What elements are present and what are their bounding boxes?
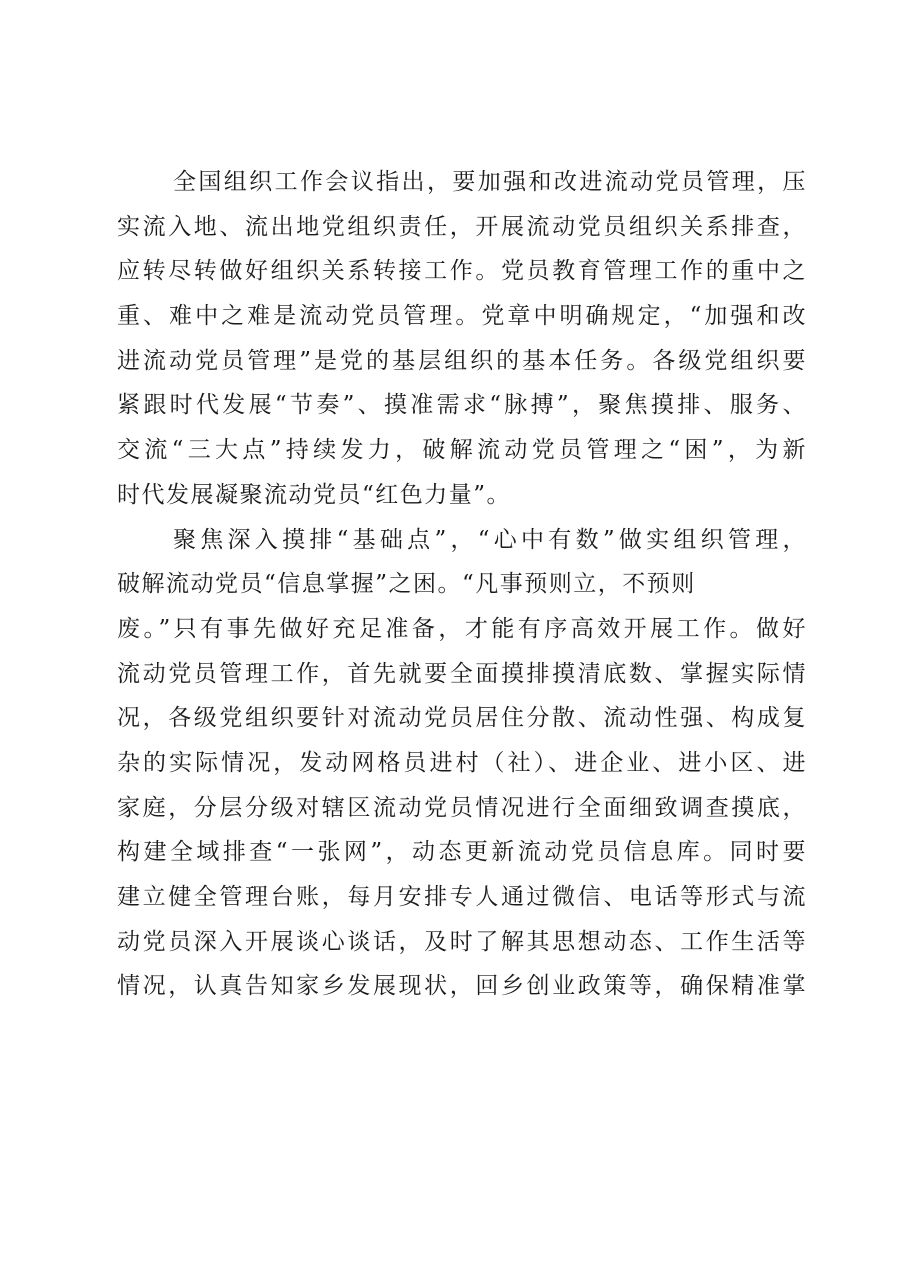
paragraph-line: 全国组织工作会议指出，要加强和改进流动党员管理，压: [173, 169, 807, 195]
document-body: [117, 160, 807, 1009]
paragraph-line: 紧跟时代发展“节奏”、摸准需求“脉搏”，聚焦摸排、服务、: [117, 392, 807, 419]
paragraph-line: 流动党员管理工作，首先就要全面摸排摸清底数、掌握实际情: [117, 660, 807, 687]
paragraph-1: [117, 160, 807, 518]
paragraph-line: 应转尽转做好组织关系转接工作。党员教育管理工作的重中之: [117, 258, 807, 285]
paragraph-line: 重、难中之难是流动党员管理。党章中明确规定，“加强和改: [117, 303, 807, 330]
paragraph-line: 破解流动党员“信息掌握”之困。“凡事预则立，不预则: [117, 571, 696, 598]
paragraph-line: 进流动党员管理”是党的基层组织的基本任务。各级党组织要: [117, 347, 807, 374]
paragraph-line: 时代发展凝聚流动党员“红色力量”。: [117, 481, 512, 508]
paragraph-line: 情况，认真告知家乡发展现状，回乡创业政策等，确保精准掌: [117, 973, 807, 1000]
paragraph-line: 动党员深入开展谈心谈话，及时了解其思想动态、工作生活等: [117, 928, 807, 955]
paragraph-line: 家庭，分层分级对辖区流动党员情况进行全面细致调查摸底，: [117, 794, 807, 821]
paragraph-line: 杂的实际情况，发动网格员进村（社）、进企业、进小区、进: [117, 749, 807, 776]
paragraph-line: 实流入地、流出地党组织责任，开展流动党员组织关系排查，: [117, 213, 807, 240]
paragraph-line: 交流“三大点”持续发力，破解流动党员管理之“困”，为新: [117, 437, 807, 464]
paragraph-line: 废。”只有事先做好充足准备，才能有序高效开展工作。做好: [117, 615, 807, 642]
paragraph-line: 建立健全管理台账，每月安排专人通过微信、电话等形式与流: [117, 884, 807, 910]
paragraph-line: 聚焦深入摸排“基础点”，“心中有数”做实组织管理，: [173, 526, 807, 553]
paragraph-2: [117, 518, 807, 1010]
paragraph-line: 构建全域排查“一张网”，动态更新流动党员信息库。同时要: [117, 839, 807, 866]
paragraph-line: 况，各级党组织要针对流动党员居住分散、流动性强、构成复: [117, 705, 807, 732]
